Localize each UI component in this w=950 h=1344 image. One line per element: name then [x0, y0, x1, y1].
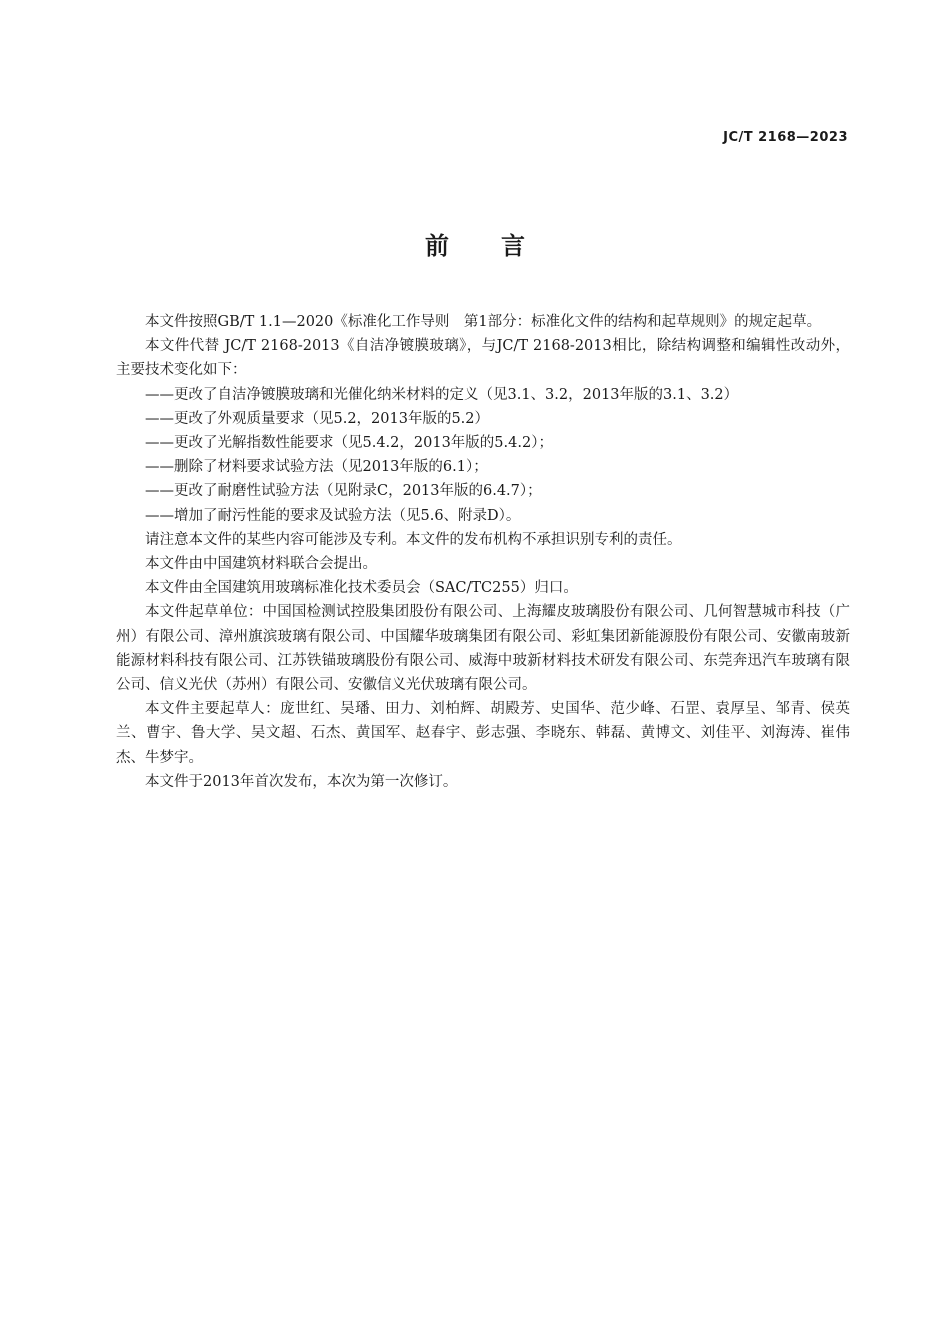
foreword-body	[116, 310, 850, 794]
change-item: ——增加了耐污性能的要求及试验方法（见5.6、附录D）。	[145, 507, 521, 524]
change-item: ——更改了光解指数性能要求（见5.4.2，2013年版的5.4.2）；	[145, 435, 553, 452]
change-item: ——更改了外观质量要求（见5.2，2013年版的5.2）	[145, 410, 490, 427]
paragraph-proposed-by: 本文件由中国建筑材料联合会提出。	[145, 556, 377, 573]
page-title: 前言	[425, 232, 577, 260]
paragraph-drafters: 本文件主要起草人：庞世红、吴璠、田力、刘柏辉、胡殿芳、史国华、范少峰、石罡、袁厚呈、邹青、侯英兰、曹宇、鲁大学、吴文超、石杰、黄国军、赵春宇、彭志强、李晓东、韩磊、黄博文、刘佳平、刘海涛、崔伟杰、牛梦宇。	[116, 701, 850, 766]
paragraph-replacement: 本文件代替 JC/T 2168-2013《自洁净镀膜玻璃》，与JC/T 2168-2013相比，除结构调整和编辑性改动外，主要技术变化如下：	[116, 338, 850, 379]
change-item: ——删除了材料要求试验方法（见2013年版的6.1）；	[145, 459, 488, 476]
paragraph-drafting-basis: 本文件按照GB/T 1.1—2020《标准化工作导则 第1部分：标准化文件的结构和起草规则》的规定起草。	[145, 314, 822, 330]
paragraph-patent-notice: 请注意本文件的某些内容可能涉及专利。本文件的发布机构不承担识别专利的责任。	[145, 531, 682, 548]
document-code: JC/T 2168—2023	[723, 130, 848, 145]
change-item: ——更改了耐磨性试验方法（见附录C，2013年版的6.4.7）；	[145, 483, 542, 500]
paragraph-history: 本文件于2013年首次发布，本次为第一次修订。	[145, 773, 458, 790]
change-item: ——更改了自洁净镀膜玻璃和光催化纳米材料的定义（见3.1、3.2，2013年版的3.1、3.2）	[145, 386, 739, 403]
paragraph-centralized-by: 本文件由全国建筑用玻璃标准化技术委员会（SAC/TC255）归口。	[145, 580, 578, 597]
paragraph-drafting-units: 本文件起草单位：中国国检测试控股集团股份有限公司、上海耀皮玻璃股份有限公司、几何智慧城市科技（广州）有限公司、漳州旗滨玻璃有限公司、中国耀华玻璃集团有限公司、彩虹集团新能源股份有限公司、安徽南玻新能源材料科技有限公司、江苏铁锚玻璃股份有限公司、威海中玻新材料技术研发有限公司、东莞奔迅汽车玻璃有限公司、信义光伏（苏州）有限公司、安徽信义光伏玻璃有限公司。	[116, 604, 850, 694]
